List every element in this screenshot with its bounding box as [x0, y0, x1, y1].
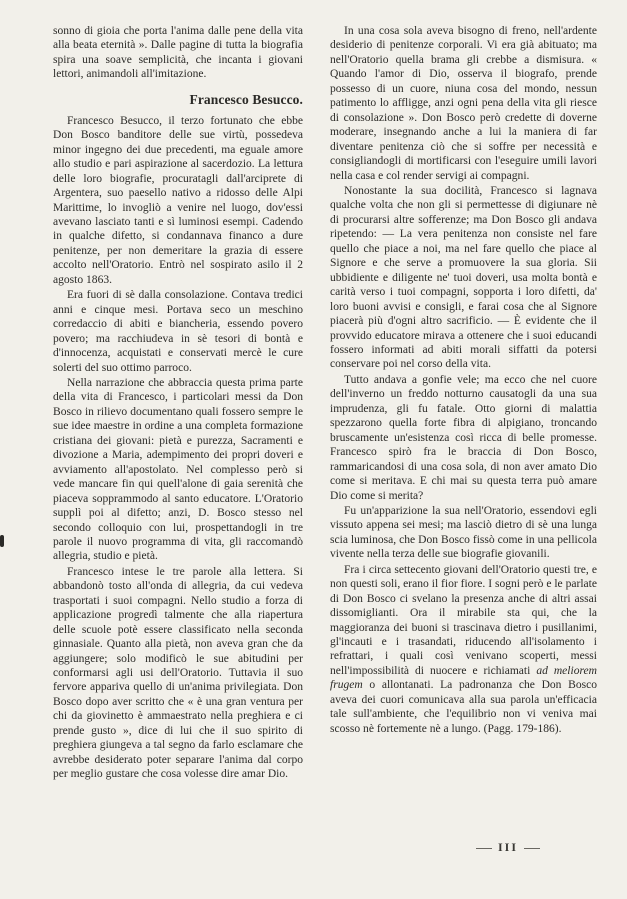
paragraph: Era fuori di sè dalla consolazione. Contava tredici anni e cinque mesi. Portava seco un meschino corredaccio di abiti e biancheria, essendo povero povero; ma racchiudeva in sè tesori di bontà e d'innocenza, acquistati e conservati mercè le cure solerti del suo ottimo parroco. — [53, 289, 303, 374]
paragraph: Francesco intese le tre parole alla lettera. Si abbandonò tosto all'onda di allegria, da cui vedeva trasportati i suoi compagni. Nello studio a forza di applicazione progredì talmente che alla riapertura delle scuole potè essere classificato nella seconda ginnasiale. Quanto alla pietà, non aveva gran che da aggiungere; solo modificò le sue abitudini per conformarsi agli usi dell'Oratorio. Tuttavia il suo fervore appariva quello di un'anima privilegiata. Don Bosco dopo aver scritto che « è una gran ventura per chi da giovinetto è ammaestrato nella preghiera e ci prende gusto », dice di lui che il suo spirito di preghiera giungeva a tal segno da farlo esclamare che avrebbe desiderato poter separare l'anima dal corpo per meglio gustare che cosa volesse dire amar Dio. — [53, 565, 303, 781]
paragraph — [330, 563, 597, 736]
footer-rule-right — [524, 848, 540, 849]
paragraph: sonno di gioia che porta l'anima dalle pene della vita alla beata eternità ». Dalle pagine di tutta la biografia spira una soave semplicità, che incanta i giovani lettori, animandoli all'imitazione. — [53, 25, 303, 81]
page-footer — [470, 840, 600, 855]
paragraph: Fu un'apparizione la sua nell'Oratorio, essendovi egli vissuto appena sei mesi; ma lasciò dietro di sè una lunga scia luminosa, che Don Bosco fissò come in una pellicola vivente nella terza delle sue biografie giovanili. — [330, 504, 597, 561]
paragraph: Nonostante la sua docilità, Francesco si lagnava qualche volta che non gli si permettesse di digiunare nè di procurarsi altre sofferenze; ma Don Bosco gli andava ripetendo: — La vera penitenza non consiste nel fare quello che piace a noi, ma nel fare quello che piace al Signore e che serve a promuovere la sua gloria. Sii ubbidiente e diligente ne' tuoi doveri, usa molta bontà e carità verso i tuoi compagni, sopporta i loro difetti, da' loro buoni avvisi e consigli, e farai cosa che al Signore piacerà più d'ogni altro sacrificio. — È evidente che il provvido educatore mirava a ottenere che i suoi educandi fossero informati ad abiti morali siffatti da potersi conservare poi nel corso della vita. — [330, 184, 597, 371]
right-column — [330, 24, 597, 736]
paragraph: Tutto andava a gonfie vele; ma ecco che nel cuore dell'inverno un freddo notturno causatogli da una sua imprudenza, gli fu fatale. Otto giorni di malattia spezzarono quella forte fibra di alpigiano, troncando bruscamente un'esistenza così ricca di belle promesse. Francesco spirò fra le braccia di Don Bosco, rammaricandosi di una cosa sola, di non aver amato Dio come si meritava. E chi mai su questa terra può amare Dio come si merita? — [330, 373, 597, 502]
paragraph: Francesco Besucco, il terzo fortunato che ebbe Don Bosco banditore delle sue virtù, possedeva minor ingegno dei due precedenti, ma eguale amore allo studio e pari aspirazione al sacerdozio. La lettura delle loro biografie, procuratagli dall'arciprete di Argentera, suo paesello nativo a ridosso delle Alpi Marittime, lo invogliò a venire nel luogo, dov'essi avevano lasciato tanti e sì luminosi esempi. Cadendo in qualche difetto, si condannava financo a dure penitenze, per non demeritare la grazia di essere accolto nell'Oratorio. Entrò nel sospirato asilo il 2 agosto 1863. — [53, 114, 303, 286]
paragraph-text: Fra i circa settecento giovani dell'Oratorio questi tre, e non questi soli, erano il fior fiore. I sogni però e le parlate di Don Bosco ci svelano la presenza anche di altri assai dissomiglianti. Ora il mirabile sta qui, che la maggioranza dei buoni si trascinava dietro i pusillanimi, gl'incauti e i trasandati, riducendo all'isolamento i refrattari, i quali così venivano scoperti, messi nell'impossibilità di nuocere e richiamati — [330, 563, 597, 677]
paragraph: Nella narrazione che abbraccia questa prima parte della vita di Francesco, i particolari messi da Don Bosco in rilievo documentano quali fossero sempre le sue idee maestre in ordine a una completa formazione cristiana dei giovani: pietà e purezza, Sacramenti e divozione a Maria, adempimento dei propri doveri e avviamento all'apostolato. Nel complesso però si vede mancare fin qui quell'alone di gaia serenità che piaceva sopprammodo al santo educatore. L'Oratorio supplì poi al difetto; anzi, D. Bosco stesso nel secondo colloquio con lui, prospettandogli in tre parole il nuovo programma di vita, gli raccomandò allegria, studio e pietà. — [53, 376, 303, 563]
left-column — [53, 24, 303, 782]
paragraph: In una cosa sola aveva bisogno di freno, nell'ardente desiderio di penitenze corporali. Vi era già abituato; ma nell'Oratorio quella brama gli crebbe a dismisura. « Quando l'amor di Dio, osserva il biografo, prende possesso di un cuore, niuna cosa del mondo, nessun patimento lo affligge, anzi ogni pena della vita gli riesce di consolazione ». Don Bosco però credette di doverne moderare, insegnando anche a lui la maniera di far diventare penitenza ciò che si soffre per necessità e consigliandogli di mortificarsi con l'eseguire umili lavori nella casa e col render servigi ai compagni. — [330, 25, 597, 182]
latin-phrase: ad meliorem frugem — [330, 664, 597, 692]
margin-mark — [0, 535, 4, 547]
section-heading: Francesco Besucco. — [189, 91, 303, 107]
page-number: III — [498, 840, 519, 854]
paragraph-text: o allontanati. La padronanza che Don Bosco aveva dei cuori comunicava alla sua parola un'efficacia tale sull'ambiente, che l'equilibrio non vi veniva mai scosso nè fortemente nè a lungo. (Pagg. 179-186). — [330, 679, 597, 735]
footer-rule-left — [476, 848, 492, 849]
